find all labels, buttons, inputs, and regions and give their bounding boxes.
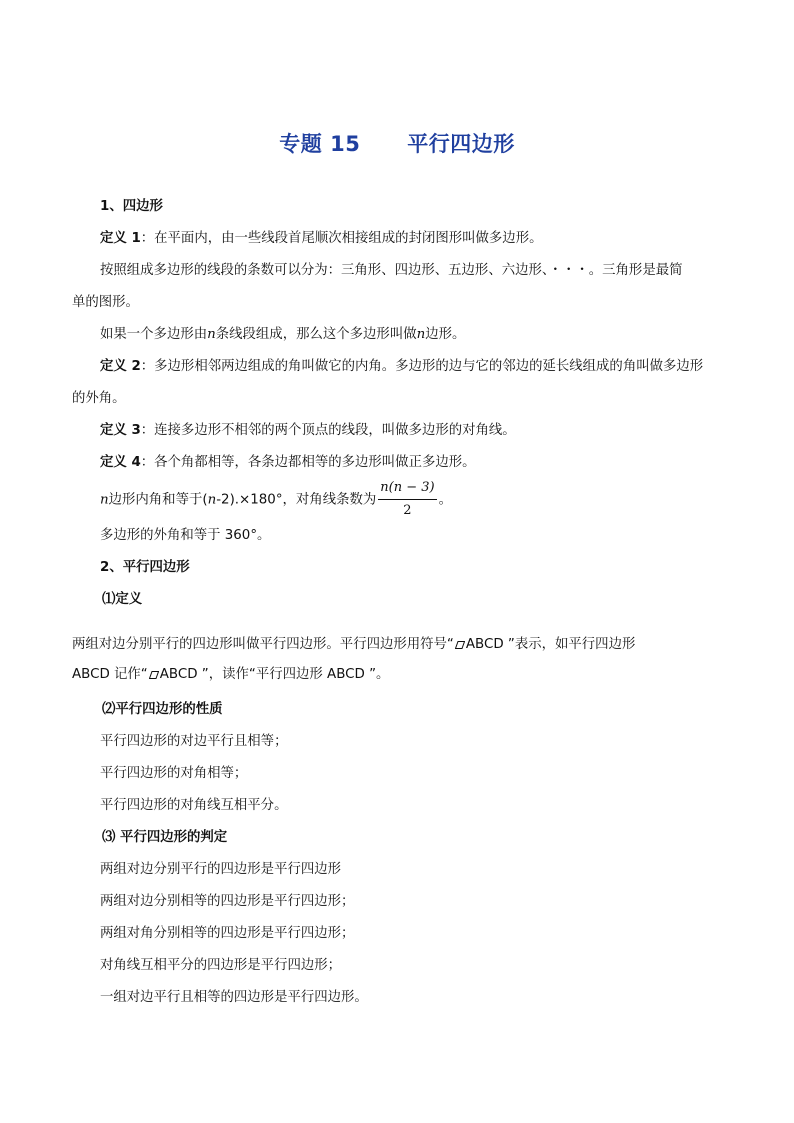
n-gon-var-2: n: [416, 327, 426, 342]
definition-1: [100, 230, 542, 248]
property-item: 平行四边形的对边平行且相等；: [100, 734, 288, 749]
classification-line-1: 按照组成多边形的线段的条数可以分为：三角形、四边形、五边形、六边形、・・・。三角形是最简: [100, 263, 683, 278]
subheading-properties: ⑵平行四边形的性质: [102, 702, 223, 717]
n-gon-definition: [100, 326, 465, 344]
definition-4: [100, 454, 476, 472]
definition-3-text: ：连接多边形不相邻的两个顶点的线段，叫做多边形的对角线。: [140, 423, 516, 438]
parallelogram-definition-line-2: [72, 666, 389, 684]
definition-1-text: ：在平面内，由一些线段首尾顺次相接组成的封闭图形叫做多边形。: [140, 231, 543, 246]
property-item: 平行四边形的对角线互相平分。: [100, 798, 288, 813]
n-gon-text-c: 边形。: [425, 327, 466, 342]
fraction-denominator: 2: [403, 503, 412, 518]
fraction-numerator: n(n − 3): [378, 478, 436, 500]
section-heading-quadrilateral: 1、四边形: [100, 199, 163, 214]
definition-2-label: 定义 2: [100, 359, 141, 374]
exterior-angle-sum: 多边形的外角和等于 360°。: [100, 528, 271, 543]
pgm-def-text-b: ABCD ”表示，如平行四边形: [465, 637, 636, 652]
pgm-def-text-a: 两组对边分别平行的四边形叫做平行四边形。平行四边形用符号“: [72, 637, 454, 652]
subheading-definition: ⑴定义: [102, 592, 143, 607]
definition-3-label: 定义 3: [100, 423, 141, 438]
section-heading-parallelogram: 2、平行四边形: [100, 560, 190, 575]
definition-2-text: ：多边形相邻两边组成的角叫做它的内角。多边形的边与它的邻边的延长线组成的角叫做多边形: [140, 359, 704, 374]
property-item: 平行四边形的对角相等；: [100, 766, 248, 781]
diagonal-count-fraction: [378, 478, 436, 521]
definition-3: [100, 422, 516, 440]
definition-4-label: 定义 4: [100, 455, 141, 470]
criterion-item: 两组对角分别相等的四边形是平行四边形；: [100, 926, 355, 941]
n-gon-text-b: 条线段组成，那么这个多边形叫做: [215, 327, 417, 342]
sum-var-n: n: [100, 492, 109, 508]
sum-text-a: 边形内角和等于(: [108, 492, 208, 508]
classification-line-2: 单的图形。: [72, 295, 139, 310]
criterion-item: 对角线互相平分的四边形是平行四边形；: [100, 958, 342, 973]
criterion-item: 两组对边分别平行的四边形是平行四边形: [100, 862, 342, 877]
parallelogram-symbol-icon: [455, 641, 465, 649]
definition-2-line-2: 的外角。: [72, 391, 126, 406]
pgm-def-text-d: ABCD ”，读作“平行四边形 ABCD ”。: [159, 667, 390, 682]
interior-angle-sum-formula: [100, 478, 452, 521]
parallelogram-symbol-icon: [149, 671, 159, 679]
subheading-criteria: ⑶ 平行四边形的判定: [102, 830, 228, 845]
page-title: 专题 15 平行四边形: [279, 132, 515, 156]
criterion-item: 一组对边平行且相等的四边形是平行四边形。: [100, 990, 368, 1005]
definition-1-label: 定义 1: [100, 231, 141, 246]
n-gon-var-1: n: [207, 327, 216, 342]
definition-2-line-1: [100, 358, 703, 376]
sum-text-c: 。: [438, 492, 452, 508]
pgm-def-text-c: ABCD 记作“: [72, 667, 148, 682]
sum-var-n2: n: [207, 492, 217, 508]
n-gon-text-a: 如果一个多边形由: [100, 327, 208, 342]
criterion-item: 两组对边分别相等的四边形是平行四边形；: [100, 894, 355, 909]
definition-4-text: ：各个角都相等，各条边都相等的多边形叫做正多边形。: [140, 455, 476, 470]
sum-text-b: -2).×180°，对角线条数为: [216, 492, 377, 508]
parallelogram-definition-line-1: [72, 636, 635, 654]
